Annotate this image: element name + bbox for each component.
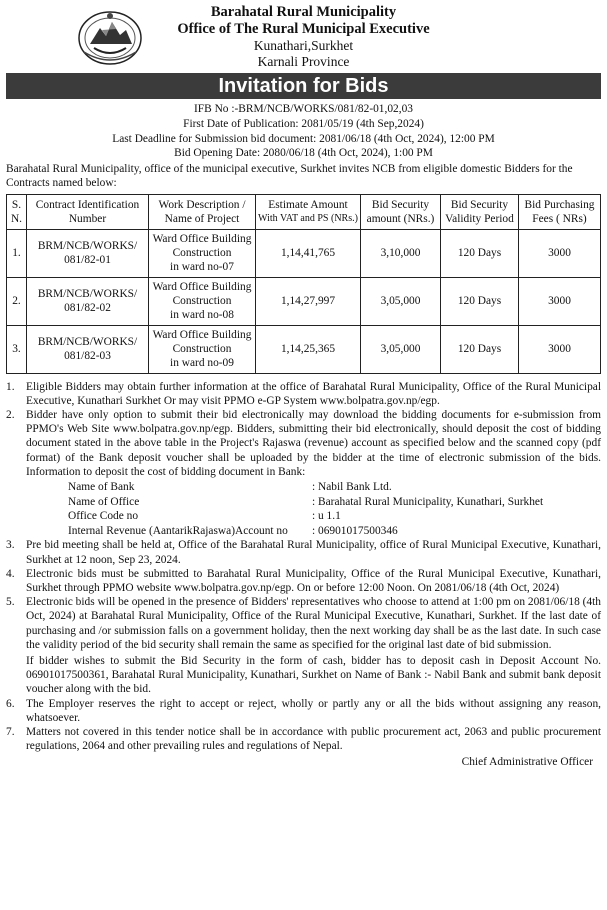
page-title-banner: Invitation for Bids <box>6 73 601 99</box>
row-sn: 1. <box>7 229 27 277</box>
item-text: The Employer reserves the right to accept or reject, wholly or partly any or all the bids without assigning any reason, whatsoever. <box>26 697 601 724</box>
item-text: Electronic bids will be opened in the presence of Bidders' representatives who choose to attend at 1:00 pm on 2081/06/18 (4th Oct, 2024) at Barahatal Rural Municipality, Office of the Rural Municipal Executive, Kunathari, Surkhet. If the last date of purchasing and /or submission falls on a government holiday, then the next working day shall be as the last date. In such case the validity period of the bid security shall remain the same as specified for the original last date of bid submission. <box>26 596 601 651</box>
item-number: 1. <box>6 380 15 393</box>
contract-line: 081/82-02 <box>64 302 111 315</box>
row-work <box>149 277 256 325</box>
row-estimate: 1,14,25,365 <box>256 325 361 373</box>
bank-row <box>68 495 601 510</box>
item-text: Pre bid meeting shall be held at, Office of the Barahatal Rural Municipality, office of Rural Municipal Executive, Kunathari, Surkhet at 12 noon, Sep 23, 2024. <box>26 539 601 566</box>
contract-line: BRM/NCB/WORKS/ <box>37 335 138 348</box>
work-line: Ward Office Building <box>152 280 252 293</box>
bank-details <box>68 480 601 538</box>
item-text: Bidder have only option to submit their bid electronically may download the bidding documents for e-submission from PPMO's Web Site www.bolpatra.gov.np/egp. Bidders, submitting their bid electronically, should deposit the cost of bidding document stated in the above table in the Project's Rajaswa (revenue) account as specified below and the scanned copy (pdf format) of the Bank deposit voucher shall be uploaded by the bidder at the time of electronic submission of the bids. Information to deposit the cost of bidding document in Bank: <box>26 409 601 478</box>
list-item <box>6 408 601 538</box>
row-contract <box>27 277 149 325</box>
item-text: Eligible Bidders may obtain further information at the office of Barahatal Rural Municipality, Office of the Rural Municipal Executive, Kunathari Surkhet Or may visit PPMO e-GP System www.bolpatra.gov.np/egp. <box>26 380 601 407</box>
row-work <box>149 325 256 373</box>
work-line: Construction <box>172 342 232 355</box>
contract-line: BRM/NCB/WORKS/ <box>37 239 138 252</box>
item-text: Electronic bids must be submitted to Barahatal Rural Municipality, Office of the Rural Municipal Executive, Kunathari, Surkhet through PPMO website www.bolpatra.gov.np/egp. On or before 12:00 Noon. On 2081/06/18 (4th Oct, 2024) <box>26 567 601 594</box>
work-line: Ward Office Building <box>152 328 252 341</box>
header-contract: Contract Identification Number <box>27 194 149 229</box>
municipality-name: Barahatal Rural Municipality <box>210 4 397 20</box>
row-security: 3,05,000 <box>361 277 441 325</box>
submission-deadline: Last Deadline for Submission bid document: 2081/06/18 (4th Oct, 2024), 12:00 PM <box>112 132 495 145</box>
work-line: Construction <box>172 294 232 307</box>
contract-line: BRM/NCB/WORKS/ <box>37 287 138 300</box>
row-security: 3,05,000 <box>361 325 441 373</box>
ifb-number: IFB No :-BRM/NCB/WORKS/081/82-01,02,03 <box>194 103 413 115</box>
office-value: : Barahatal Rural Municipality, Kunathari, Surkhet <box>312 495 544 508</box>
bank-row <box>68 480 601 495</box>
item-number: 5. <box>6 596 15 609</box>
bids-table <box>6 194 601 374</box>
row-sn: 2. <box>7 277 27 325</box>
list-item <box>6 538 601 566</box>
header-estimate <box>256 194 361 229</box>
intro-paragraph: Barahatal Rural Municipality, office of the municipal executive, Surkhet invites NCB from eligible domestic Bidders for the Contracts named below: <box>6 163 573 190</box>
bank-row <box>68 509 601 524</box>
row-fees: 3000 <box>519 229 601 277</box>
row-validity: 120 Days <box>441 229 519 277</box>
row-fees: 3000 <box>519 325 601 373</box>
item-number: 7. <box>6 726 15 739</box>
table-row <box>7 325 601 373</box>
list-item <box>6 697 601 725</box>
office-address: Kunathari,Surkhet <box>253 38 354 53</box>
account-label: Internal Revenue (AantarikRajaswa)Account no <box>68 524 288 537</box>
header-fees: Bid Purchasing Fees ( NRs) <box>519 194 601 229</box>
item-number: 4. <box>6 567 15 580</box>
work-line: in ward no-09 <box>170 357 234 370</box>
row-security: 3,10,000 <box>361 229 441 277</box>
opening-date: Bid Opening Date: 2080/06/18 (4th Oct, 2024), 1:00 PM <box>174 147 433 160</box>
table-row <box>7 229 601 277</box>
bank-value: : Nabil Bank Ltd. <box>312 481 392 494</box>
code-value: : u 1.1 <box>312 510 341 523</box>
publication-date: First Date of Publication: 2081/05/19 (4th Sep,2024) <box>183 117 424 130</box>
item-number: 3. <box>6 539 15 552</box>
header-work: Work Description / Name of Project <box>149 194 256 229</box>
bid-meta <box>6 102 601 161</box>
row-sn: 3. <box>7 325 27 373</box>
province-name: Karnali Province <box>257 54 350 69</box>
terms-list <box>6 380 601 754</box>
row-estimate: 1,14,27,997 <box>256 277 361 325</box>
contract-line: 081/82-01 <box>64 254 111 267</box>
bank-label: Name of Bank <box>68 481 135 494</box>
header-estimate-sub: With VAT and PS (NRs.) <box>258 212 358 224</box>
header-validity: Bid Security Validity Period <box>441 194 519 229</box>
work-line: in ward no-07 <box>170 261 234 274</box>
table-row <box>7 277 601 325</box>
row-contract <box>27 229 149 277</box>
list-item <box>6 380 601 408</box>
contract-line: 081/82-03 <box>64 350 111 363</box>
row-estimate: 1,14,41,765 <box>256 229 361 277</box>
account-value: : 06901017500346 <box>312 524 398 537</box>
row-contract <box>27 325 149 373</box>
code-label: Office Code no <box>68 510 139 523</box>
work-line: in ward no-08 <box>170 309 234 322</box>
item-text: Matters not covered in this tender notice shall be in accordance with public procurement act, 2063 and public procurement regulations, 2064 and other prevailing rules and regulations of Nepal. <box>26 726 601 753</box>
office-label: Name of Office <box>68 495 140 508</box>
row-validity: 120 Days <box>441 325 519 373</box>
letterhead <box>6 0 601 70</box>
list-item <box>6 595 601 696</box>
row-work <box>149 229 256 277</box>
row-fees: 3000 <box>519 277 601 325</box>
cash-deposit-note: If bidder wishes to submit the Bid Security in the form of cash, bidder has to deposit cash in Deposit Account No. 06901017500361, Barahatal Rural Municipality, Kunathari, Surkhet on Name of Bank :- Nabil Bank and submit bank deposit voucher along with the bid. <box>26 655 601 696</box>
bank-row <box>68 524 601 539</box>
work-line: Ward Office Building <box>152 232 252 245</box>
office-name: Office of The Rural Municipal Executive <box>177 21 430 37</box>
work-line: Construction <box>172 246 232 259</box>
list-item <box>6 725 601 753</box>
header-sn: S. N. <box>7 194 27 229</box>
header-security: Bid Security amount (NRs.) <box>361 194 441 229</box>
list-item <box>6 567 601 595</box>
signatory: Chief Administrative Officer <box>461 756 593 769</box>
item-number: 6. <box>6 697 15 710</box>
row-validity: 120 Days <box>441 277 519 325</box>
header-estimate-main: Estimate Amount <box>268 198 348 211</box>
item-number: 2. <box>6 409 15 421</box>
table-header-row <box>7 194 601 229</box>
